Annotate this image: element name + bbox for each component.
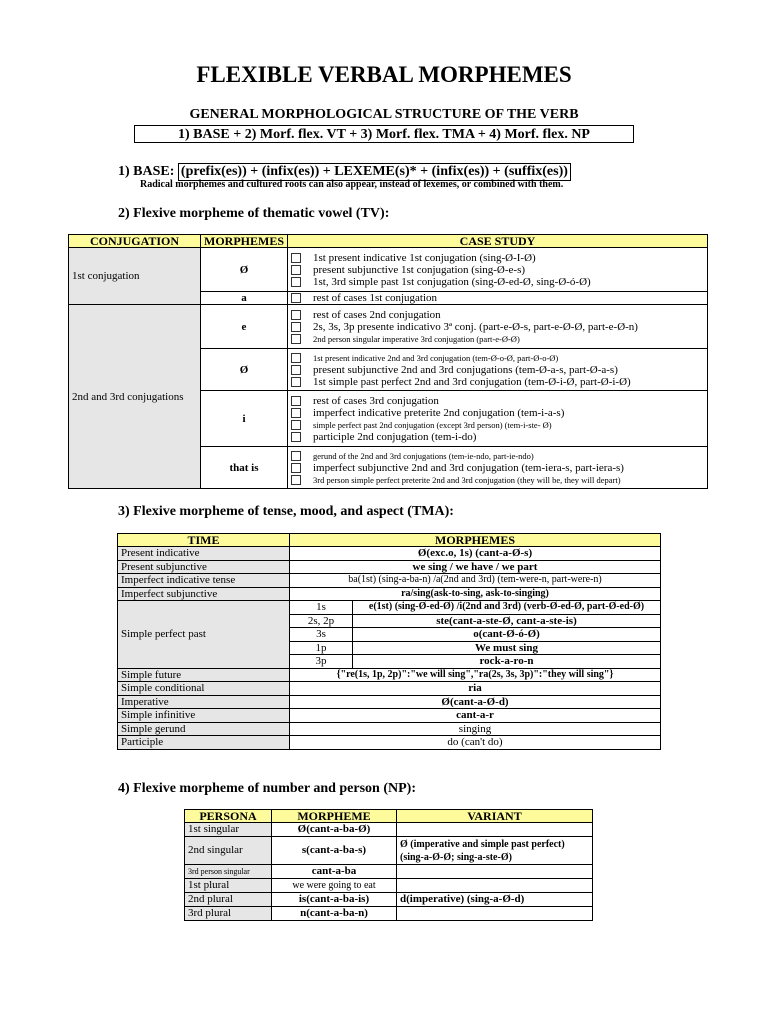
list-item: 1st simple past perfect 2nd and 3rd conjugation (tem-Ø-i-Ø, part-Ø-i-Ø) — [291, 376, 704, 388]
section4-heading: 4) Flexive morpheme of number and person (NP): — [118, 781, 416, 796]
list-item: rest of cases 1st conjugation — [291, 292, 704, 304]
table-row: Simple future {"re(1s, 1p, 2p)":"we will sing","ra(2s, 3s, 3p)":"they will sing"} — [118, 668, 661, 682]
tv-morpheme: that is — [201, 447, 288, 489]
table-row: Simple conditional ria — [118, 682, 661, 696]
checkbox-icon — [291, 432, 301, 442]
page-title: FLEXIBLE VERBAL MORPHEMES — [196, 62, 572, 87]
tma-table — [117, 533, 661, 750]
base-note: Radical morphemes and cultured roots can also appear, instead of lexemes, or combined with them. — [140, 179, 564, 190]
table-row: Simple infinitive cant-a-r — [118, 709, 661, 723]
table-row: Present indicative Ø(exc.o, 1s) (cant-a-Ø-s) — [118, 547, 661, 561]
table-row: 2s, 2p ste(cant-a-ste-Ø, cant-a-ste-is) — [118, 614, 661, 628]
checkbox-icon — [291, 377, 301, 387]
table-row: 3rd plural n(cant-a-ba-n) — [185, 907, 593, 921]
tv-morpheme: Ø — [201, 349, 288, 391]
list-item: 3rd person simple perfect preterite 2nd and 3rd conjugation (they will be, they will depart) — [291, 474, 704, 486]
conj1-cell: 1st conjugation — [69, 248, 201, 305]
section2-heading: 2) Flexive morpheme of thematic vowel (TV): — [118, 206, 390, 221]
tv-morpheme: Ø — [201, 248, 288, 292]
list-item: rest of cases 2nd conjugation — [291, 309, 704, 321]
list-item: present subjunctive 2nd and 3rd conjugations (tem-Ø-a-s, part-Ø-a-s) — [291, 364, 704, 376]
tv-header-conjugation: CONJUGATION — [69, 235, 201, 248]
checkbox-icon — [291, 310, 301, 320]
checkbox-icon — [291, 277, 301, 287]
tv-case-list — [288, 292, 708, 305]
checkbox-icon — [291, 365, 301, 375]
table-row: 1st plural we were going to eat — [185, 879, 593, 893]
list-item: imperfect indicative preterite 2nd conjugation (tem-i-a-s) — [291, 407, 704, 419]
list-item: 1st present indicative 2nd and 3rd conjugation (tem-Ø-o-Ø, part-Ø-o-Ø) — [291, 352, 704, 364]
checkbox-icon — [291, 293, 301, 303]
tma-header-morphemes: MORPHEMES — [290, 534, 661, 547]
tv-morpheme: e — [201, 305, 288, 349]
checkbox-icon — [291, 253, 301, 263]
checkbox-icon — [291, 396, 301, 406]
simple-perfect-label: Simple perfect past — [118, 601, 290, 669]
checkbox-icon — [291, 463, 301, 473]
table-row: Imperfect indicative tense ba(1st) (sing-a-ba-n) /a(2nd and 3rd) (tem-were-n, part-were-n) — [118, 574, 661, 588]
base-formula: (prefix(es)) + (infix(es)) + LEXEME(s)* + (infix(es)) + (suffix(es)) — [178, 163, 571, 181]
tv-table — [68, 234, 708, 489]
list-item: rest of cases 3rd conjugation — [291, 395, 704, 407]
list-item: 1st, 3rd simple past 1st conjugation (sing-Ø-ed-Ø, sing-Ø-ó-Ø) — [291, 276, 704, 288]
table-row: 2nd plural is(cant-a-ba-is) d(imperative) (sing-a-Ø-d) — [185, 893, 593, 907]
conj23-cell: 2nd and 3rd conjugations — [69, 305, 201, 489]
table-row: Present subjunctive we sing / we have / we part — [118, 560, 661, 574]
table-row: Participle do (can't do) — [118, 736, 661, 750]
tv-header-case-study: CASE STUDY — [288, 235, 708, 248]
tv-case-list — [288, 391, 708, 447]
checkbox-icon — [291, 475, 301, 485]
table-row: Imperfect subjunctive ra/sing(ask-to-sing, ask-to-singing) — [118, 587, 661, 601]
table-row: 3s o(cant-Ø-ó-Ø) — [118, 628, 661, 642]
list-item: imperfect subjunctive 2nd and 3rd conjugation (tem-iera-s, part-iera-s) — [291, 462, 704, 474]
section1-label: 1) BASE: — [118, 164, 175, 179]
table-row: Imperative Ø(cant-a-Ø-d) — [118, 695, 661, 709]
np-header-morpheme: MORPHEME — [272, 810, 397, 823]
list-item: 1st present indicative 1st conjugation (sing-Ø-I-Ø) — [291, 252, 704, 264]
checkbox-icon — [291, 322, 301, 332]
section3-heading: 3) Flexive morpheme of tense, mood, and aspect (TMA): — [118, 504, 454, 519]
tv-morpheme: a — [201, 292, 288, 305]
checkbox-icon — [291, 353, 301, 363]
list-item: participle 2nd conjugation (tem-i-do) — [291, 431, 704, 443]
list-item: gerund of the 2nd and 3rd conjugations (tem-ie-ndo, part-ie-ndo) — [291, 450, 704, 462]
structure-line: 1) BASE + 2) Morf. flex. VT + 3) Morf. flex. TMA + 4) Morf. flex. NP — [134, 125, 634, 143]
table-row: 3p rock-a-ro-n — [118, 655, 661, 669]
checkbox-icon — [291, 408, 301, 418]
checkbox-icon — [291, 334, 301, 344]
table-row: 1p We must sing — [118, 641, 661, 655]
tv-case-list — [288, 248, 708, 292]
subtitle: GENERAL MORPHOLOGICAL STRUCTURE OF THE VERB — [189, 107, 579, 122]
np-header-persona: PERSONA — [185, 810, 272, 823]
tma-header-time: TIME — [118, 534, 290, 547]
table-row: Simple gerund singing — [118, 722, 661, 736]
list-item: present subjunctive 1st conjugation (sing-Ø-e-s) — [291, 264, 704, 276]
table-row: 1st singular Ø(cant-a-ba-Ø) — [185, 823, 593, 837]
table-row: 3rd person singular cant-a-ba — [185, 865, 593, 879]
list-item: simple perfect past 2nd conjugation (except 3rd person) (tem-i-ste- Ø) — [291, 419, 704, 431]
list-item: 2nd person singular imperative 3rd conjugation (part-e-Ø-Ø) — [291, 333, 704, 345]
tv-case-list — [288, 349, 708, 391]
tv-header-morphemes: MORPHEMES — [201, 235, 288, 248]
list-item: 2s, 3s, 3p presente indicativo 3ª conj. (part-e-Ø-s, part-e-Ø-Ø, part-e-Ø-n) — [291, 321, 704, 333]
checkbox-icon — [291, 420, 301, 430]
checkbox-icon — [291, 451, 301, 461]
tv-case-list — [288, 447, 708, 489]
checkbox-icon — [291, 265, 301, 275]
table-row: 2nd singular s(cant-a-ba-s) Ø (imperative and simple past perfect) (sing-a-Ø-Ø; sing-a-ste-Ø) — [185, 837, 593, 865]
tv-morpheme: i — [201, 391, 288, 447]
np-header-variant: VARIANT — [397, 810, 593, 823]
table-row: Simple perfect past 1s e(1st) (sing-Ø-ed-Ø) /i(2nd and 3rd) (verb-Ø-ed-Ø, part-Ø-ed-Ø) — [118, 601, 661, 615]
tv-case-list — [288, 305, 708, 349]
np-table — [184, 809, 593, 921]
